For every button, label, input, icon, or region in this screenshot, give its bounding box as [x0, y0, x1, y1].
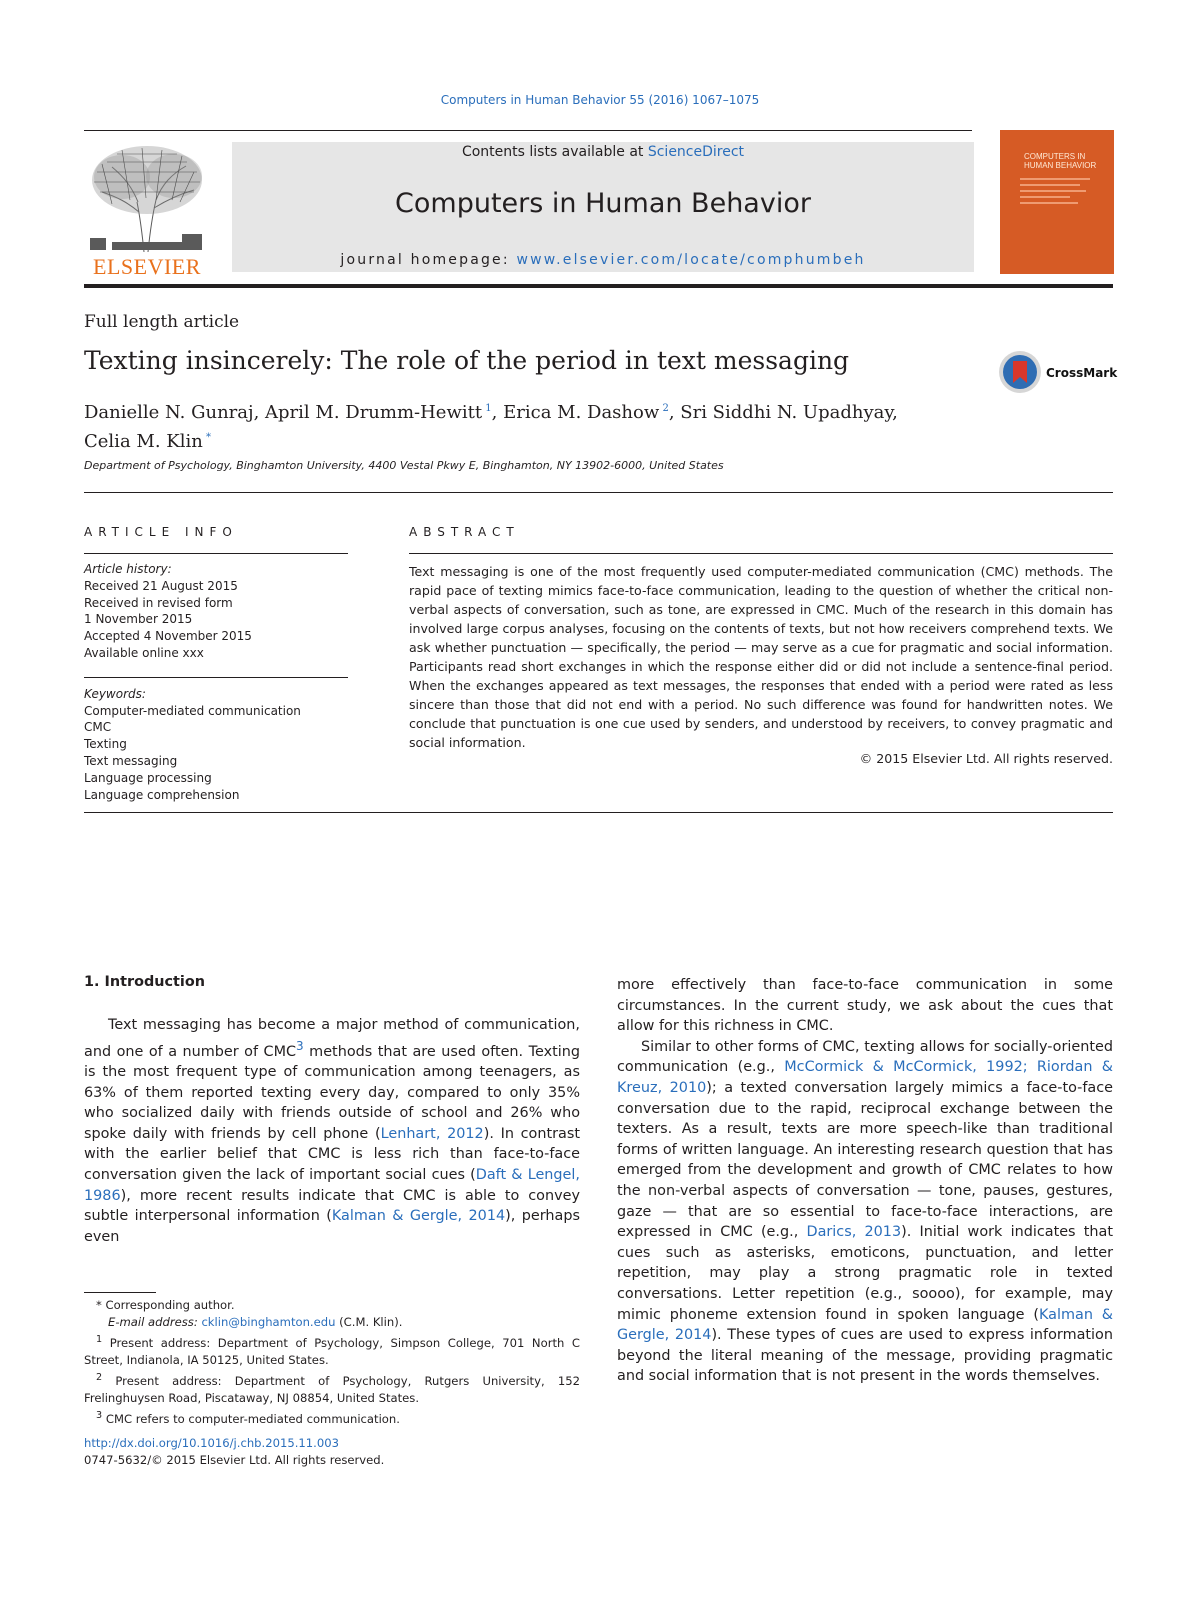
author-affiliation-marker[interactable]: 1: [482, 403, 492, 414]
text-run: Text messaging has become a major method of communication, and one of a number of CMC: [84, 1017, 580, 1060]
text-run: ). Initial work indicates that cues such as asterisks, emoticons, punctuation, and letter repetition, may play a strong pragmatic role in texted conversations. Letter repetition (e.g., soooo), for example, may mimic phoneme extension found in spoken language (: [617, 1224, 1113, 1323]
keyword: CMC: [84, 720, 112, 735]
journal-masthead: [232, 142, 974, 272]
keywords-label: Keywords:: [84, 686, 146, 701]
text-run: ). These types of cues are used to express information beyond the literal meaning of the message, providing pragmatic and social information that is not present in the words themselves.: [617, 1327, 1113, 1385]
citation-link[interactable]: Daft & Lengel, 1986: [84, 1166, 580, 1204]
footnote-text: Present address: Department of Psychology, Simpson College, 701 North C Street, Indianola, IA 50125, United States.: [84, 1335, 581, 1367]
article-info-heading: ARTICLE INFO: [84, 525, 238, 539]
footnotes: [84, 1297, 580, 1428]
homepage-line: [232, 252, 974, 268]
body-column-right: [617, 975, 1113, 1387]
journal-citation[interactable]: Computers in Human Behavior 55 (2016) 1067–1075: [440, 93, 760, 107]
email-suffix: (C.M. Klin).: [335, 1315, 403, 1329]
history-label: Article history:: [84, 562, 172, 576]
keyword: Language comprehension: [84, 787, 240, 802]
footnote-marker: 3: [96, 1409, 103, 1421]
author-name: Danielle N. Gunraj: [84, 402, 254, 423]
citation-link[interactable]: Darics, 2013: [806, 1224, 902, 1241]
keyword: Text messaging: [84, 753, 178, 768]
keyword: Language processing: [84, 770, 212, 785]
authors-rule: [84, 492, 1113, 493]
citation-link[interactable]: McCormick & McCormick, 1992; Riordan & Kreuz, 2010: [617, 1059, 1113, 1096]
journal-cover-thumbnail[interactable]: [1000, 130, 1114, 274]
info-rule-bottom: [84, 812, 1113, 813]
crossmark-label[interactable]: CrossMark: [1046, 366, 1118, 380]
author-separator: ,: [491, 402, 504, 423]
author-name: April M. Drumm-Hewitt: [265, 402, 483, 423]
cover-title: COMPUTERS IN HUMAN BEHAVIOR: [1024, 152, 1097, 170]
text-run: Similar to other forms of CMC, texting allows for socially-oriented communication (e.g.,: [617, 1038, 1113, 1076]
header-thick-rule: [84, 284, 1113, 288]
author-separator: ,: [668, 402, 681, 423]
section-heading-introduction: 1. Introduction: [84, 974, 205, 990]
history-line: Accepted 4 November 2015: [84, 629, 252, 644]
author-name: Erica M. Dashow: [503, 402, 660, 423]
affiliation: Department of Psychology, Binghamton University, 4400 Vestal Pkwy E, Binghamton, NY 13902-6000, United States: [84, 459, 724, 472]
footnote-2: [84, 1369, 580, 1407]
abstract-text: Text messaging is one of the most frequently used computer-mediated communication (CMC) methods. The rapid pace of texting mimics face-to-face communication, leading to the question of whether the critical non-verbal aspects of conversation, such as tone, are expressed in CMC. Much of the research in this domain has involved large corpus analyses, focusing on the contents of texts, but not how receivers comprehend texts. We ask whether punctuation — specifically, the period — may serve as a cue for pragmatic and social information. Participants read short exchanges in which the response either did or did not include a sentence-final period. When the exchanges appeared as text messages, the responses that ended with a period were rated as less sincere than those that did not end with a period. No such difference was found for handwritten notes. We conclude that punctuation is one cue used by senders, and understood by receivers, to convey pragmatic and social information.: [409, 564, 1113, 750]
doi-link[interactable]: http://dx.doi.org/10.1016/j.chb.2015.11.003: [84, 1436, 339, 1450]
contents-line: [232, 144, 974, 160]
footnote-3: [84, 1407, 580, 1428]
footnote-rule: [84, 1292, 156, 1293]
footnote-marker: 1: [96, 1334, 103, 1345]
author-list: [84, 396, 1004, 454]
article-type: Full length article: [84, 312, 240, 332]
footnote-1: [84, 1331, 580, 1369]
header-top-rule: [84, 130, 972, 131]
homepage-prefix: journal homepage:: [340, 252, 517, 268]
footnote-marker: 2: [96, 1371, 103, 1383]
email-label: E-mail address:: [108, 1315, 202, 1329]
keyword: Texting: [84, 737, 127, 752]
cover-decoration: [1020, 178, 1098, 208]
journal-name: Computers in Human Behavior: [395, 188, 811, 219]
abstract-rule-top: [409, 553, 1113, 554]
citation-link[interactable]: Kalman & Gergle, 2014: [331, 1208, 506, 1225]
author-separator: ,: [892, 402, 898, 423]
keyword: Computer-mediated communication: [84, 703, 301, 718]
body-column-left: [84, 1015, 580, 1247]
citation-link[interactable]: Kalman & Gergle, 2014: [617, 1306, 1113, 1344]
abstract-copyright: © 2015 Elsevier Ltd. All rights reserved.: [859, 751, 1113, 766]
footnote-email: [84, 1314, 580, 1331]
footnote-marker: *: [96, 1298, 106, 1312]
email-link[interactable]: cklin@binghamton.edu: [201, 1315, 336, 1329]
body-paragraph: more effectively than face-to-face communication in some circumstances. In the current study, we ask about the cues that allow for this richness in CMC.: [617, 977, 1113, 1035]
issn-line: 0747-5632/© 2015 Elsevier Ltd. All rights reserved.: [84, 1453, 385, 1467]
homepage-link[interactable]: www.elsevier.com/locate/comphumbeh: [516, 252, 866, 268]
sciencedirect-link[interactable]: ScienceDirect: [647, 144, 745, 160]
author-affiliation-marker[interactable]: *: [202, 432, 212, 443]
author-separator: ,: [253, 402, 266, 423]
text-run: ); a texted conversation largely mimics a face-to-face conversation due to the rapid, reciprocal exchange between the texters. As a result, texts are more speech-like than traditional forms of written language. An interesting research question that has emerged from the development and growth of CMC relates to how the non-verbal aspects of conversation — tone, pauses, gestures, gaze — that are so essential to face-to-face interactions, are expressed in CMC (e.g.,: [617, 1079, 1114, 1241]
author-name: Celia M. Klin: [84, 431, 203, 452]
elsevier-tree-icon: [82, 142, 212, 254]
history-line: Received 21 August 2015: [84, 578, 238, 593]
text-run: ). In contrast with the earlier belief that CMC is less rich than face-to-face conversation given the lack of important social cues (: [84, 1125, 580, 1183]
history-line: Received in revised form: [84, 595, 233, 610]
contents-prefix: Contents lists available at: [461, 144, 648, 160]
info-rule-top: [84, 553, 348, 554]
footnote-ref[interactable]: 3: [296, 1038, 304, 1053]
text-run: methods that are used often. Texting is the most frequent type of communication among teenagers, as 63% of them reported texting every day, compared to only 35% who socialized daily with friends outside of school and 26% who spoke daily with friends by cell phone (: [84, 1043, 580, 1142]
history-line: 1 November 2015: [84, 612, 193, 627]
article-info: [84, 561, 354, 803]
text-run: ), perhaps even: [84, 1208, 580, 1245]
author-name: Sri Siddhi N. Upadhyay: [680, 402, 893, 423]
footnote-text: CMC refers to computer-mediated communication.: [105, 1411, 400, 1426]
footnote-corresponding: [84, 1297, 580, 1314]
body-paragraph: [617, 1037, 1113, 1387]
article-title: Texting insincerely: The role of the period in text messaging: [84, 346, 850, 375]
citation-link[interactable]: Lenhart, 2012: [380, 1125, 484, 1142]
body-paragraph: [84, 1015, 580, 1247]
text-run: ), more recent results indicate that CMC is able to convey subtle interpersonal information (: [84, 1187, 580, 1225]
footnote-text: Corresponding author.: [105, 1298, 235, 1312]
elsevier-wordmark: ELSEVIER: [93, 254, 201, 279]
footnote-text: Present address: Department of Psychology, Rutgers University, 152 Frelinghuysen Road, Piscataway, NJ 08854, United States.: [84, 1373, 580, 1405]
abstract-heading: ABSTRACT: [409, 525, 520, 539]
author-affiliation-marker[interactable]: 2: [659, 403, 669, 414]
history-line: Available online xxx: [84, 645, 204, 660]
